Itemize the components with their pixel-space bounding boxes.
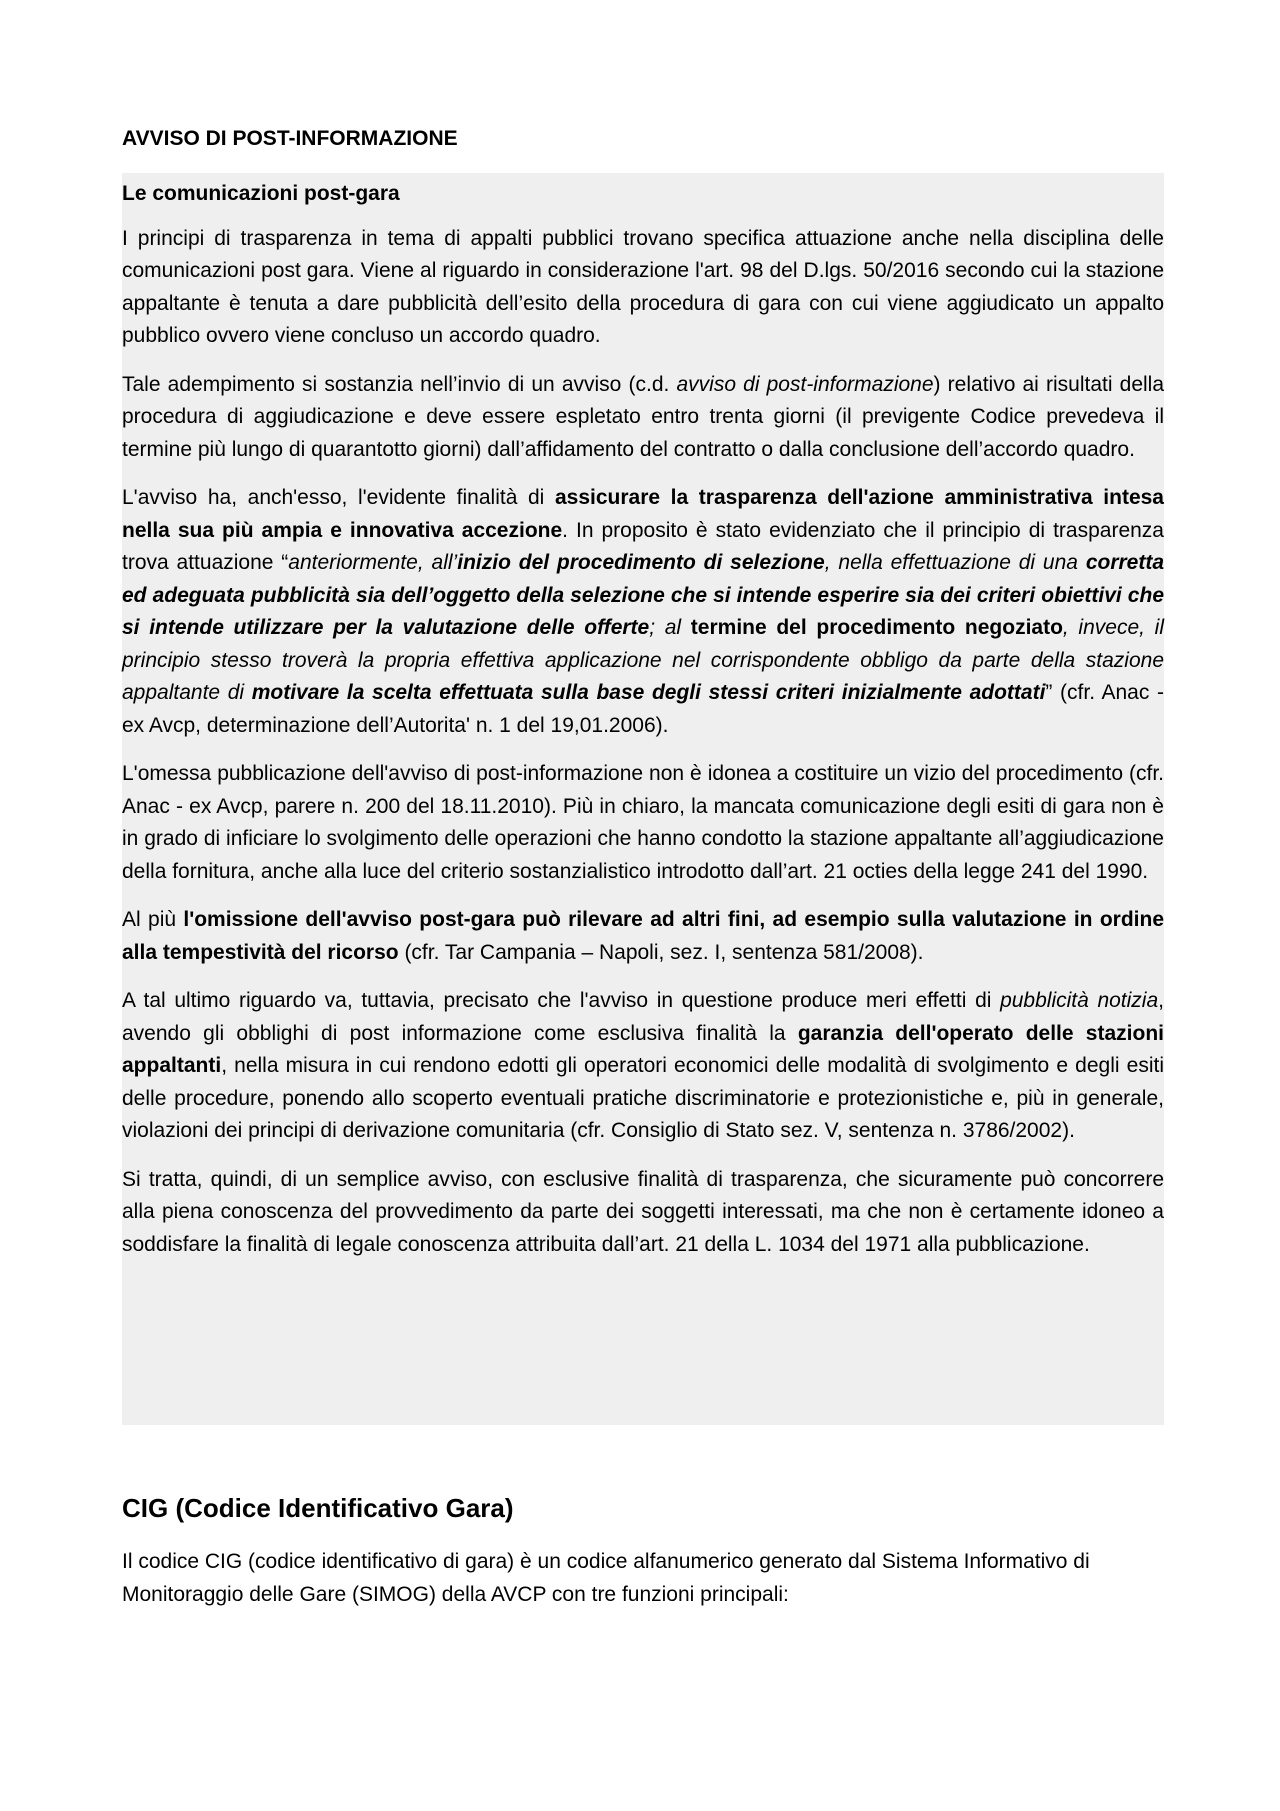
paragraph-3-bold-italic-text: inizio del procedimento di selezione [457, 551, 825, 574]
cig-paragraph: Il codice CIG (codice identificativo di gara) è un codice alfanumerico generato dal Sistema Informativo di Monitoraggio delle Gare (SIMOG) della AVCP con tre funzioni principali: [122, 1550, 1090, 1606]
paragraph-6-italic: pubblicità notizia [1000, 989, 1159, 1012]
paragraph-6-text: A tal ultimo riguardo va, tuttavia, precisato che l'avviso in questione produce meri effetti di [122, 989, 1001, 1012]
paragraph-5-text: (cfr. Tar Campania – Napoli, sez. I, sentenza 581/2008). [398, 940, 924, 964]
paragraph-2-text: Tale adempimento si sostanzia nell’invio di un avviso (c.d. [122, 372, 677, 396]
cig-heading: CIG (Codice Identificativo Gara) [122, 1493, 514, 1523]
paragraph-2 [122, 369, 1164, 467]
paragraph-3-text: . In proposito è stato evidenziato che il principio di trasparenza trova attuazione “ [122, 518, 1164, 574]
paragraph-1: I principi di trasparenza in tema di appalti pubblici trovano specifica attuazione anche nella disciplina delle comunicazioni post gara. Viene al riguardo in considerazione l'art. 98 del D.lgs. 50/2016 secondo cui la stazione appaltante è tenuta a dare pubblicità dell’esito della procedura di gara con cui viene aggiudicato un appalto pubblico ovvero viene concluso un accordo quadro. [122, 226, 1164, 347]
paragraph-2-italic: avviso di post-informazione [676, 372, 934, 396]
paragraph-6-text: , nella misura in cui rendono edotti gli operatori economici delle modalità di svolgimento e degli esiti delle procedure, ponendo allo scoperto eventuali pratiche discriminatorie e protezionistiche e, più in generale, violazioni dei principi di derivazione comunitaria (cfr. Consiglio di Stato sez. V, sentenza n. 3786/2002). [122, 1054, 1164, 1142]
paragraph-3-bold-italic [252, 681, 1046, 704]
paragraph-3-italic: , invece, il principio stesso troverà la propria effettiva applicazione nel corrispondente obbligo da parte della stazione appaltante di [122, 616, 1164, 704]
document-title: AVVISO DI POST-INFORMAZIONE [122, 127, 458, 150]
paragraph-3-italic: , nella effettuazione di una [824, 551, 1086, 574]
paragraph-5-text: Al più [122, 908, 184, 931]
post-information-section [122, 178, 1164, 1277]
paragraph-5 [122, 904, 1164, 969]
paragraph-3-bold-italic-text: corretta ed adeguata pubblicità sia dell’oggetto della selezione che si intende esperire sia dei criteri obiettivi che si intende utilizzare per la valutazione delle offerte [122, 551, 1165, 639]
paragraph-3 [122, 482, 1164, 742]
paragraph-6 [122, 985, 1164, 1148]
paragraph-3-text: ” (cfr. Anac - ex Avcp, determinazione dell’Autorita' n. 1 del 19,01.2006). [122, 681, 1164, 737]
section-subtitle: Le comunicazioni post-gara [122, 182, 400, 205]
paragraph-3-text: L'avviso ha, anch'esso, l'evidente finalità di [122, 486, 555, 509]
paragraph-3-bold: assicurare la trasparenza dell'azione amministrativa intesa nella sua più ampia e innovativa accezione [122, 486, 1164, 542]
paragraph-3-italic: ; al [649, 616, 691, 639]
paragraph-3-italic: anteriormente, all’ [288, 551, 458, 574]
paragraph-7: Si tratta, quindi, di un semplice avviso, con esclusive finalità di trasparenza, che sicuramente può concorrere alla piena conoscenza del provvedimento da parte dei soggetti interessati, ma che non è certamente idoneo a soddisfare la finalità di legale conoscenza attribuita dall’art. 21 della L. 1034 del 1971 alla pubblicazione. [122, 1167, 1164, 1256]
paragraph-3-bold-italic-text: motivare la scelta effettuata sulla base degli stessi criteri inizialmente adottati [251, 681, 1046, 704]
paragraph-6-text: , avendo gli obblighi di post informazione come esclusiva finalità la [122, 989, 1164, 1045]
paragraph-3-bold-italic [457, 551, 824, 574]
paragraph-4: L'omessa pubblicazione dell'avviso di post-informazione non è idonea a costituire un vizio del procedimento (cfr. Anac - ex Avcp, parere n. 200 del 18.11.2010). Più in chiaro, la mancata comunicazione degli esiti di gara non è in grado di inficiare lo svolgimento delle operazioni che hanno condotto la stazione appaltante all’aggiudicazione della fornitura, anche alla luce del criterio sostanzialistico introdotto dall’art. 21 octies della legge 241 del 1990. [122, 762, 1164, 883]
paragraph-6-bold: garanzia dell'operato delle stazioni appaltanti [122, 1021, 1164, 1077]
paragraph-3-bold: termine del procedimento negoziato [690, 616, 1063, 639]
paragraph-5-bold: l'omissione dell'avviso post-gara può rilevare ad altri fini, ad esempio sulla valutazione in ordine alla tempestività del ricorso [122, 908, 1164, 964]
paragraph-2-text: ) relativo ai risultati della procedura di aggiudicazione e deve essere espletato entro trenta giorni (il previgente Codice prevedeva il termine più lungo di quarantotto giorni) dall’affidamento del contratto o dalla conclusione dell’accordo quadro. [122, 372, 1165, 461]
